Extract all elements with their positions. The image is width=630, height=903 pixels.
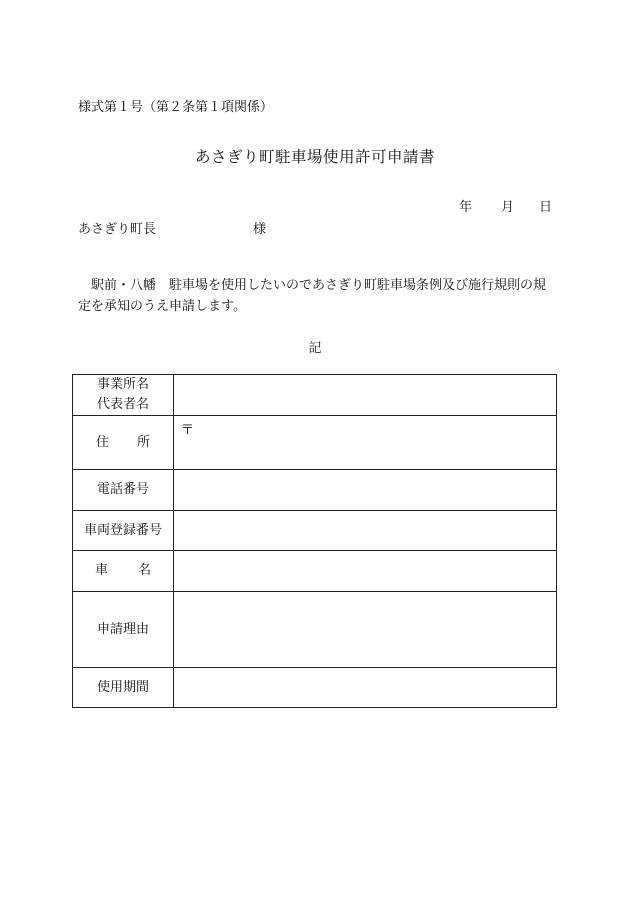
table-row-phone: [73, 470, 557, 511]
table-row-address: [73, 416, 557, 470]
business-name-label: 事業所名: [96, 377, 149, 392]
reason-field[interactable]: [174, 592, 557, 668]
representative-name-label: 代表者名: [96, 397, 149, 412]
address-label-cell: [73, 416, 178, 470]
phone-field[interactable]: [174, 470, 557, 511]
table-row-business-name: [73, 375, 557, 416]
vehicle-registration-label: 車両登録番号: [73, 511, 174, 551]
page-title: あさぎり町駐車場使用許可申請書: [194, 148, 435, 166]
date-year-label: 年: [459, 200, 473, 215]
form-number: 様式第１号（第２条第１項関係）: [78, 100, 274, 115]
date-day-label: 日: [539, 200, 553, 215]
vehicle-registration-field[interactable]: [174, 511, 557, 551]
application-statement: 駅前・八幡 駐車場を使用したいのであさぎり町駐車場条例及び施行規則の規定を承知のうえ申請します。: [78, 278, 547, 314]
table-row-car-name: [73, 551, 557, 592]
postal-mark: 〒: [181, 423, 195, 438]
date-month-label: 月: [501, 200, 515, 215]
car-name-field[interactable]: [174, 551, 557, 592]
address-field[interactable]: [174, 416, 557, 470]
table-row-reason: [73, 592, 557, 668]
addressee-honorific: 様: [253, 222, 267, 237]
business-representative-label: [73, 375, 174, 416]
addressee-name: あさぎり町長: [78, 222, 157, 237]
address-label: 住所: [95, 434, 178, 450]
ki-heading: 記: [308, 341, 322, 356]
reason-label: 申請理由: [73, 592, 174, 668]
usage-period-field[interactable]: [174, 668, 557, 708]
phone-label: 電話番号: [73, 470, 174, 511]
car-name-label: 車名: [94, 563, 181, 578]
business-representative-field[interactable]: [174, 375, 557, 416]
table-row-vehicle-registration: [73, 511, 557, 551]
usage-period-label: 使用期間: [73, 668, 174, 708]
application-form-table: [72, 374, 557, 708]
car-name-label-cell: [73, 551, 181, 592]
table-row-usage-period: [73, 668, 557, 708]
